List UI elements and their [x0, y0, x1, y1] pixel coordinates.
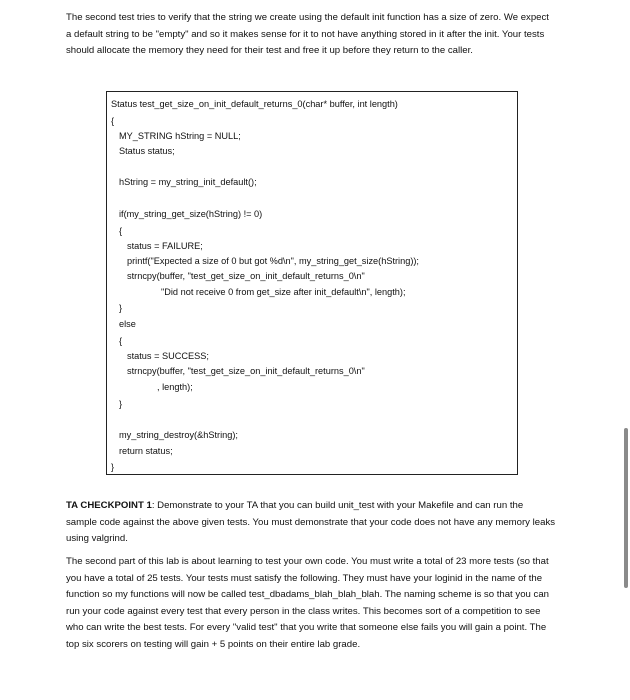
code-line: return status; — [119, 446, 173, 456]
code-line: status = SUCCESS; — [127, 351, 209, 361]
checkpoint-text: : Demonstrate to your TA that you can build unit_test with your Makefile and can run the sample code against the above given tests. You must demonstrate that your code does not have any memory leaks using valgrind. — [66, 500, 556, 545]
code-line: strncpy(buffer, "test_get_size_on_init_default_returns_0\n" — [127, 271, 365, 281]
checkpoint-paragraph — [66, 498, 556, 548]
code-block — [106, 91, 518, 475]
code-line: my_string_destroy(&hString); — [119, 430, 238, 440]
code-line: "Did not receive 0 from get_size after init_default\n", length); — [161, 287, 406, 297]
code-line: hString = my_string_init_default(); — [119, 177, 257, 187]
code-line: MY_STRING hString = NULL; — [119, 131, 241, 141]
code-line: } — [111, 462, 115, 472]
code-line: } — [119, 303, 123, 313]
code-line: Status status; — [119, 146, 175, 156]
code-line: strncpy(buffer, "test_get_size_on_init_default_returns_0\n" — [127, 366, 365, 376]
code-line: else — [119, 319, 136, 329]
part2-paragraph: The second part of this lab is about learning to test your own code. You must write a total of 23 more tests (so that you have a total of 25 tests. Your tests must satisfy the following. They must have your loginid in the name of the function so my functions will now be called test_dbadams_blah_blah_blah. The naming scheme is so that you can run your code against every test that every person in the class writes. This becomes sort of a competition to see who can write the best tests. For every "valid test" that you write that someone else fails you will gain a point. The top six scorers on testing will gain + 5 points on their entire lab grade. — [66, 556, 549, 650]
code-line: } — [119, 399, 123, 409]
code-line: printf("Expected a size of 0 but got %d\n", my_string_get_size(hString)); — [127, 256, 419, 266]
code-line: if(my_string_get_size(hString) != 0) — [119, 209, 263, 219]
code-line: { — [111, 116, 115, 126]
checkpoint-label: TA CHECKPOINT 1 — [66, 500, 152, 511]
code-line: { — [119, 336, 123, 346]
vertical-scrollbar[interactable] — [624, 428, 628, 588]
intro-paragraph: The second test tries to verify that the string we create using the default init function has a size of zero. We expect a default string to be "empty" and so it makes sense for it to not have anything stored in it after the init. Your tests should allocate the memory they need for their test and free it up before they return to the caller. — [66, 12, 549, 57]
code-line: Status test_get_size_on_init_default_returns_0(char* buffer, int length) — [111, 99, 398, 109]
code-line: , length); — [157, 382, 193, 392]
code-line: status = FAILURE; — [127, 241, 203, 251]
code-line: { — [119, 226, 123, 236]
